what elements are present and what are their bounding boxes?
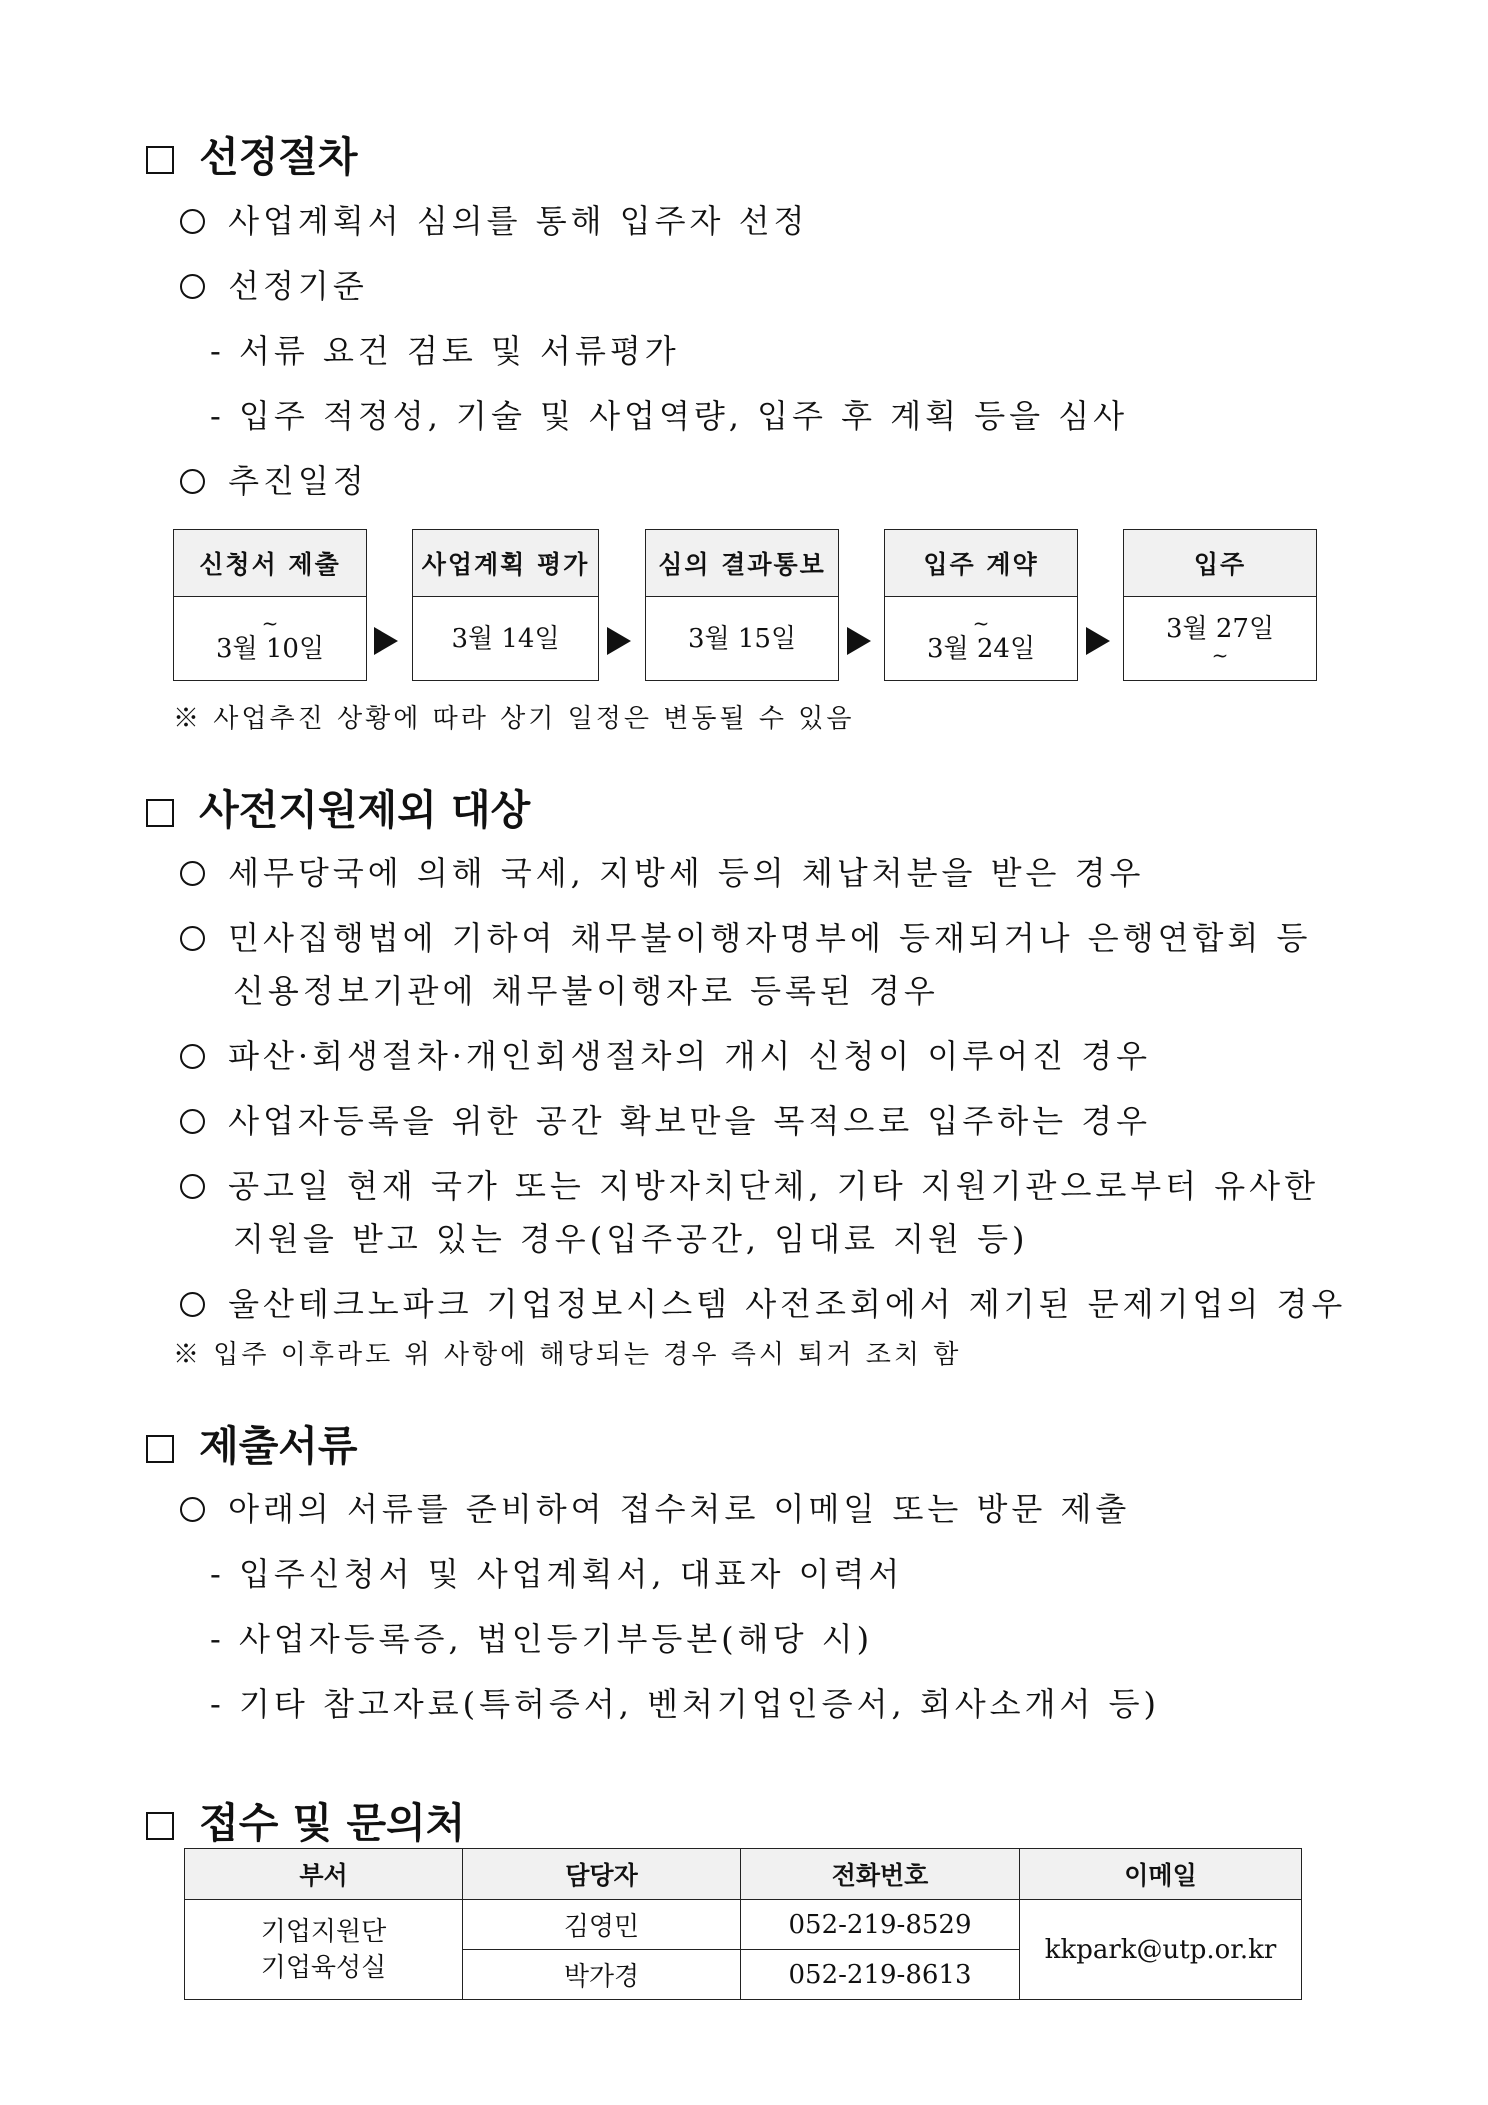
step-date-bottom: ~ <box>1211 643 1229 667</box>
exclusion-item-2 <box>180 913 1311 959</box>
contact-name: 박가경 <box>463 1950 741 2000</box>
arrow-right-icon <box>374 627 398 655</box>
criteria-item-1: - 서류 요건 검토 및 서류평가 <box>210 332 680 370</box>
bullet-circle-icon <box>180 1044 205 1069</box>
header-person: 담당자 <box>463 1849 741 1900</box>
table-header-row <box>185 1849 1302 1900</box>
step-date: 3월 24일 <box>926 634 1036 664</box>
checkbox-square-icon <box>146 1435 174 1463</box>
section-exclusion-title: 사전지원제외 대상 <box>199 786 531 834</box>
exclusion-note: ※ 입주 이후라도 위 사항에 해당되는 경우 즉시 퇴거 조치 함 <box>173 1340 962 1370</box>
exclusion-item-5 <box>180 1161 1319 1207</box>
schedule-step-2 <box>412 529 599 681</box>
step-date: 3월 10일 <box>215 634 325 664</box>
arrow-right-icon <box>847 627 871 655</box>
exclusion-item-text: 파산·회생절차·개인회생절차의 개시 신청이 이루어진 경우 <box>228 1037 1152 1075</box>
section-contact-header <box>146 1790 465 1849</box>
schedule-step-5 <box>1123 529 1317 681</box>
procedure-item-text: 선정기준 <box>228 267 368 305</box>
checkbox-square-icon <box>146 1812 174 1840</box>
exclusion-item-text: 사업자등록을 위한 공간 확보만을 목적으로 입주하는 경우 <box>228 1102 1152 1140</box>
bullet-circle-icon <box>180 1109 205 1134</box>
schedule-step-4 <box>884 529 1078 681</box>
department-cell <box>185 1900 463 2000</box>
header-phone: 전화번호 <box>741 1849 1020 1900</box>
step-title: 사업계획 평가 <box>413 530 598 597</box>
procedure-item-2 <box>180 261 368 307</box>
step-title: 심의 결과통보 <box>646 530 838 597</box>
section-procedure-header <box>146 124 358 183</box>
contact-name: 김영민 <box>463 1900 741 1950</box>
step-date: 3월 27일 <box>1165 614 1275 644</box>
header-department: 부서 <box>185 1849 463 1900</box>
schedule-step-1 <box>173 529 367 681</box>
exclusion-item-text: 울산테크노파크 기업정보시스템 사전조회에서 제기된 문제기업의 경우 <box>228 1285 1347 1323</box>
bullet-circle-icon <box>180 1174 205 1199</box>
bullet-circle-icon <box>180 926 205 951</box>
table-row <box>185 1900 1302 1950</box>
step-date: 3월 15일 <box>687 624 797 654</box>
step-date-top: ~ <box>261 611 279 635</box>
exclusion-item-4 <box>180 1096 1151 1142</box>
header-email: 이메일 <box>1020 1849 1302 1900</box>
section-procedure-title: 선정절차 <box>199 133 358 181</box>
section-documents-title: 제출서류 <box>199 1422 358 1470</box>
bullet-circle-icon <box>180 1497 205 1522</box>
documents-intro-row <box>180 1484 1130 1530</box>
contact-email[interactable]: kkpark@utp.or.kr <box>1020 1900 1302 2000</box>
schedule-label: 추진일정 <box>228 462 368 500</box>
document-item-1: - 입주신청서 및 사업계획서, 대표자 이력서 <box>210 1555 904 1593</box>
exclusion-item-1 <box>180 848 1144 894</box>
exclusion-item-6 <box>180 1279 1346 1325</box>
step-title: 입주 <box>1124 530 1316 597</box>
exclusion-item-3 <box>180 1031 1151 1077</box>
department-line-1: 기업지원단 <box>260 1916 387 1947</box>
exclusion-item-2-continued: 신용정보기관에 채무불이행자로 등록된 경우 <box>233 972 939 1010</box>
contact-phone: 052-219-8529 <box>741 1900 1020 1950</box>
document-item-2: - 사업자등록증, 법인등기부등본(해당 시) <box>210 1620 874 1658</box>
exclusion-item-text: 민사집행법에 기하여 채무불이행자명부에 등재되거나 은행연합회 등 <box>228 919 1312 957</box>
bullet-circle-icon <box>180 1292 205 1317</box>
schedule-note: ※ 사업추진 상황에 따라 상기 일정은 변동될 수 있음 <box>173 704 855 734</box>
arrow-right-icon <box>1086 627 1110 655</box>
checkbox-square-icon <box>146 799 174 827</box>
step-title: 입주 계약 <box>885 530 1077 597</box>
document-item-3: - 기타 참고자료(특허증서, 벤처기업인증서, 회사소개서 등) <box>210 1685 1160 1723</box>
bullet-circle-icon <box>180 209 205 234</box>
documents-intro: 아래의 서류를 준비하여 접수처로 이메일 또는 방문 제출 <box>228 1490 1131 1528</box>
exclusion-item-text: 세무당국에 의해 국세, 지방세 등의 체납처분을 받은 경우 <box>228 854 1145 892</box>
contact-table <box>184 1848 1302 2000</box>
criteria-item-2: - 입주 적정성, 기술 및 사업역량, 입주 후 계획 등을 심사 <box>210 397 1129 435</box>
section-contact-title: 접수 및 문의처 <box>199 1799 466 1847</box>
checkbox-square-icon <box>146 146 174 174</box>
exclusion-item-text: 공고일 현재 국가 또는 지방자치단체, 기타 지원기관으로부터 유사한 <box>228 1167 1320 1205</box>
procedure-item-text: 사업계획서 심의를 통해 입주자 선정 <box>228 202 809 240</box>
contact-phone: 052-219-8613 <box>741 1950 1020 2000</box>
schedule-label-row <box>180 456 368 502</box>
step-date: 3월 14일 <box>451 624 560 654</box>
section-exclusion-header <box>146 777 530 836</box>
department-line-2: 기업육성실 <box>260 1952 387 1983</box>
schedule-step-3 <box>645 529 839 681</box>
bullet-circle-icon <box>180 274 205 299</box>
procedure-item-1 <box>180 196 808 242</box>
bullet-circle-icon <box>180 469 205 494</box>
arrow-right-icon <box>607 627 631 655</box>
exclusion-item-5-continued: 지원을 받고 있는 경우(입주공간, 임대료 지원 등) <box>233 1220 1029 1258</box>
step-date-top: ~ <box>972 611 990 635</box>
section-documents-header <box>146 1413 358 1472</box>
bullet-circle-icon <box>180 861 205 886</box>
step-title: 신청서 제출 <box>174 530 366 597</box>
